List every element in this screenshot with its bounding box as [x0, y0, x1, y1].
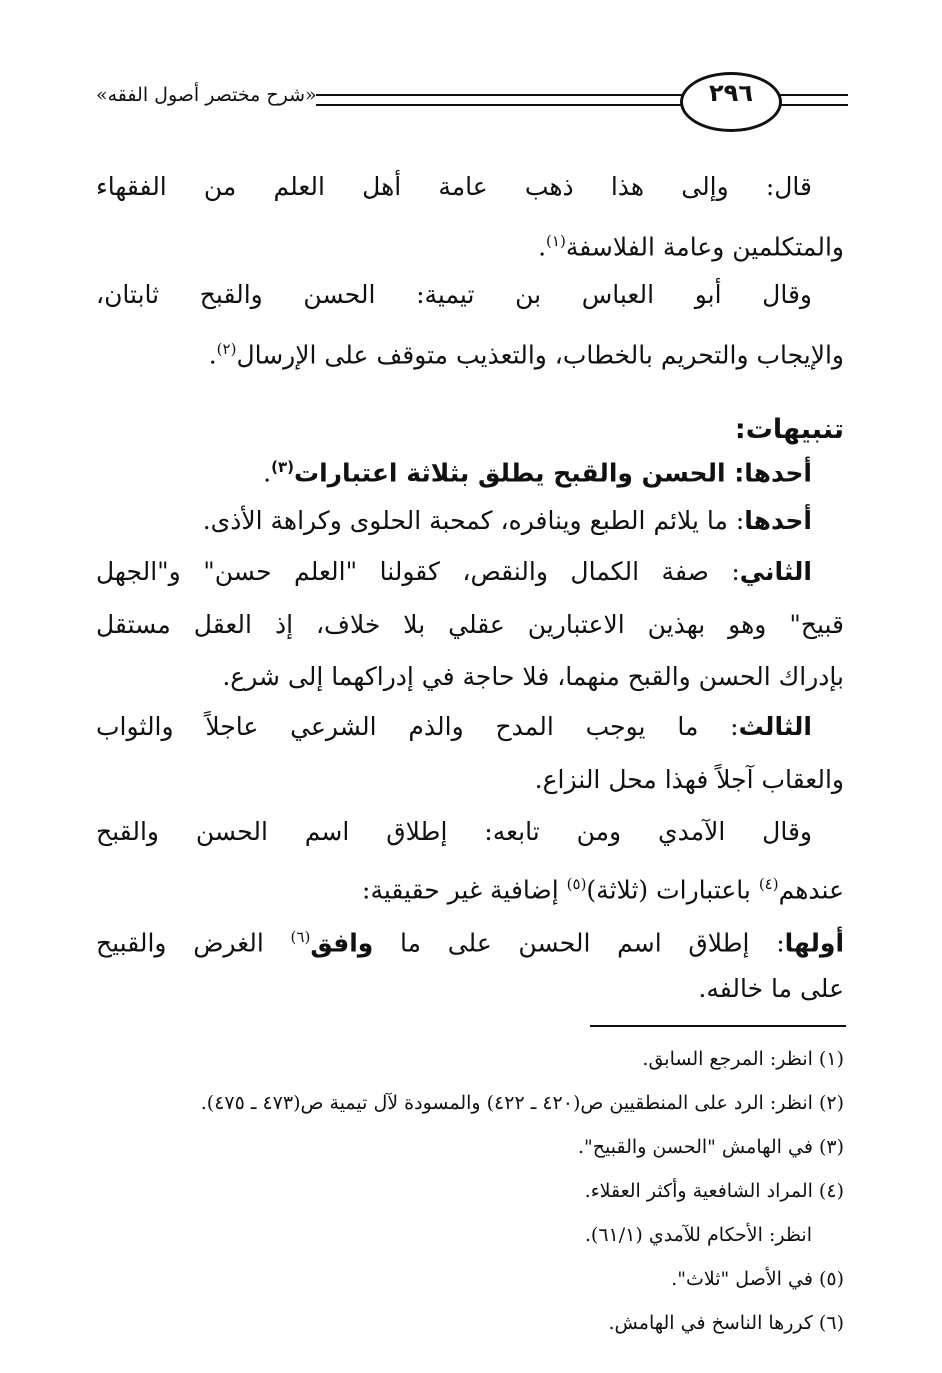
header-rule — [316, 94, 692, 96]
text-line-7: الثاني: صفة الكمال والنقص، كقولنا "العلم حسن" و"الجهل — [96, 557, 812, 586]
footnote-ref-6: (٦) — [290, 928, 311, 946]
text-line-2: والمتكلمين وعامة الفلاسفة$^{(١)}$. — [538, 232, 844, 262]
footnote-5: (٥) في الأصل "ثلاث". — [671, 1268, 844, 1290]
text-line-1: قال: وإلى هذا ذهب عامة أهل العلم من الفقهاء — [96, 172, 812, 201]
footnote-4-continued: انظر: الأحكام للآمدي (٦١/١). — [584, 1224, 812, 1246]
footnote-ref-4: (٤) — [758, 875, 779, 893]
text-line-14: أولها: إطلاق اسم الحسن على ما وافق$^{(٦)}$ الغرض والقبيح — [96, 928, 845, 958]
page-number: ٢٩٦ — [709, 79, 753, 107]
text-line-3: وقال أبو العباس بن تيمية: الحسن والقبح ثابتان، — [96, 280, 812, 309]
footnote-separator — [590, 1025, 846, 1027]
header-rule — [316, 104, 692, 106]
footnote-3: (٣) في الهامش "الحسن والقبيح". — [578, 1136, 844, 1158]
text-line-4: والإيجاب والتحريم بالخطاب، والتعذيب متوقف على الإرسال$^{(٢)}$. — [208, 340, 844, 370]
footnote-1: (١) انظر: المرجع السابق. — [642, 1048, 844, 1070]
running-header-title: «شرح مختصر أصول الفقه» — [96, 84, 317, 106]
footnote-ref-1: (١) — [546, 232, 566, 250]
text-line-13: عندهم$^{(٤)}$ باعتبارات (ثلاثة)$^{(٥)}$ إضافية غير حقيقية: — [362, 875, 844, 905]
text-line-9: بإدراك الحسن والقبح منهما، فلا حاجة في إدراكهما إلى شرع. — [222, 662, 844, 691]
footnote-2: (٢) انظر: الرد على المنطقيين ص(٤٢٠ ـ ٤٢٢) والمسودة لآل تيمية ص(٤٧٣ ـ ٤٧٥). — [200, 1092, 844, 1114]
footnote-6: (٦) كررها الناسخ في الهامش. — [608, 1312, 844, 1334]
text-line-12: وقال الآمدي ومن تابعه: إطلاق اسم الحسن والقبح — [96, 817, 812, 846]
footnote-4: (٤) المراد الشافعية وأكثر العقلاء. — [584, 1180, 844, 1202]
text-line-11: والعقاب آجلاً فهذا محل النزاع. — [534, 765, 844, 794]
text-line-8: قبيح" وهو بهذين الاعتبارين عقلي بلا خلاف، إذ العقل مستقل — [96, 610, 844, 639]
section-heading: تنبيهات: — [734, 414, 844, 445]
text-line-6: أحدها: ما يلائم الطبع وينافره، كمحبة الحلوى وكراهة الأذى. — [202, 506, 812, 535]
text-line-15: على ما خالفه. — [698, 974, 844, 1003]
footnote-ref-5: (٥) — [566, 875, 587, 893]
text-line-10: الثالث: ما يوجب المدح والذم الشرعي عاجلاً والثواب — [96, 712, 812, 741]
footnote-ref-3: (٣) — [271, 458, 294, 476]
footnote-ref-2: (٢) — [216, 340, 237, 358]
text-line-5: أحدها: الحسن والقبح يطلق بثلاثة اعتبارات$^{(٣)}$. — [263, 458, 812, 488]
